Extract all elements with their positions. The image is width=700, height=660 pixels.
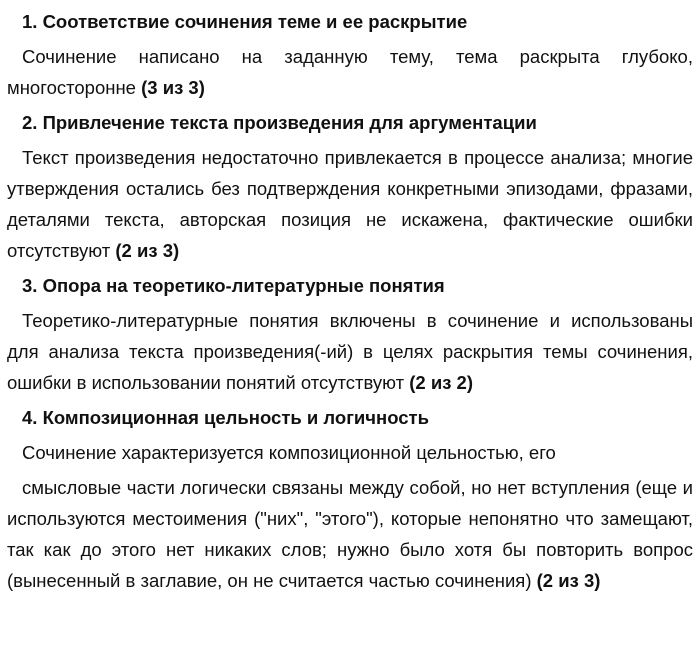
criterion-paragraph	[7, 305, 693, 398]
criterion-heading: 4. Композиционная цельность и логичность	[22, 407, 429, 428]
criterion-section	[7, 107, 693, 266]
criterion-paragraph	[7, 472, 693, 596]
criterion-paragraph	[7, 41, 693, 103]
criterion-text: Теоретико-литературные понятия включены в сочинение и использованы для анализа текста произведения(-ий) в целях раскрытия темы сочинения, ошибки в использовании понятий отсутствуют	[7, 310, 693, 393]
criterion-score: (2 из 3)	[115, 240, 180, 261]
criterion-text: смысловые части логически связаны между собой, но нет вступления (еще и используются местоимения ("них", "этого"), которые непонятно что замещают, так как до этого нет никаких слов; нужно было хотя бы повторить вопрос (вынесенный в заглавие, он не считается частью сочинения)	[7, 477, 693, 591]
criterion-text: Сочинение характеризуется композиционной цельностью, его	[22, 442, 556, 463]
criterion-section	[7, 6, 693, 103]
criterion-text: Сочинение написано на заданную тему, тема раскрыта глубоко, многосторонне	[7, 46, 693, 98]
criterion-score: (2 из 3)	[536, 570, 601, 591]
criterion-paragraph	[7, 437, 693, 468]
criterion-score: (3 из 3)	[141, 77, 205, 98]
criterion-text: Текст произведения недостаточно привлекается в процессе анализа; многие утверждения остались без подтверждения конкретными эпизодами, фразами, деталями текста, авторская позиция не искажена, фактические ошибки отсутствуют	[7, 147, 693, 261]
criterion-heading: 1. Соответствие сочинения теме и ее раскрытие	[22, 11, 468, 32]
criterion-score: (2 из 2)	[409, 372, 473, 393]
criterion-paragraph	[7, 142, 693, 266]
criterion-section	[7, 270, 693, 398]
criterion-section	[7, 402, 693, 596]
criterion-heading: 3. Опора на теоретико-литературные понятия	[22, 275, 445, 296]
criterion-heading: 2. Привлечение текста произведения для аргументации	[22, 112, 537, 133]
